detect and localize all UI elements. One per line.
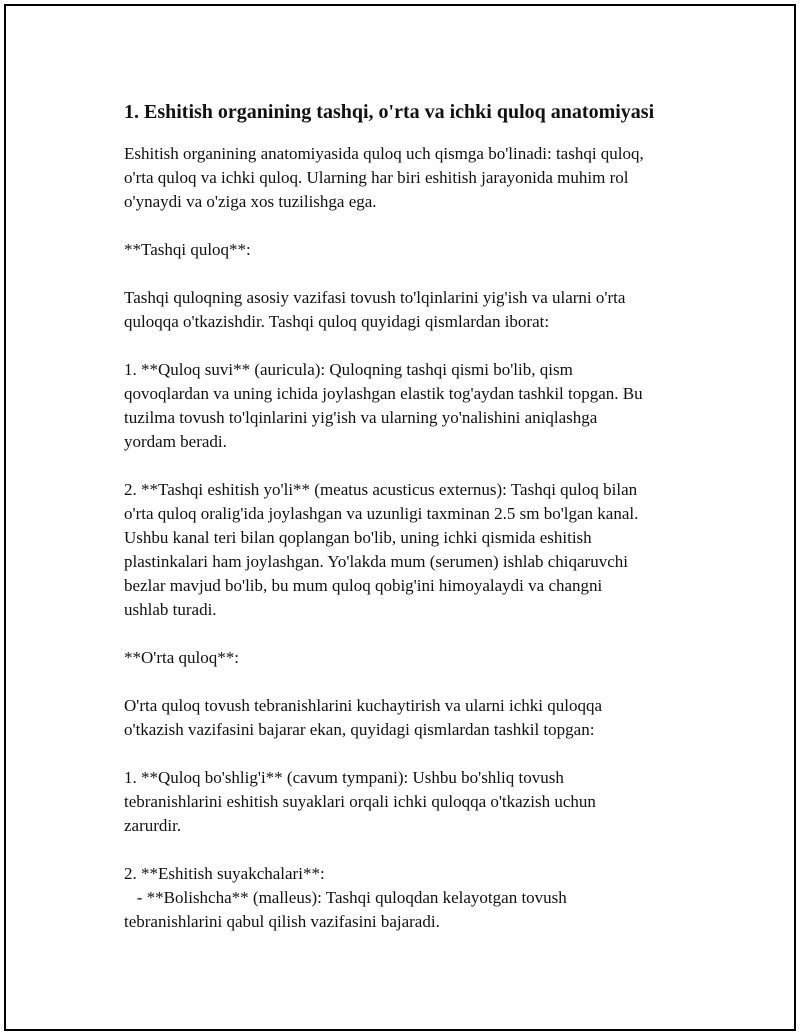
paragraph-spacer (124, 838, 714, 862)
paragraph-spacer (124, 262, 714, 286)
middle-ear-paragraph: O'rta quloq tovush tebranishlarini kuchaytirish va ularni ichki quloqqa o'tkazish vazifasini bajarar ekan, quyidagi qismlardan tashkil topgan: (124, 696, 603, 739)
paragraph-spacer (124, 622, 714, 646)
intro-paragraph: Eshitish organining anatomiyasida quloq uch qismga bo'linadi: tashqi quloq, o'rta quloq va ichki quloq. Ularning har biri eshitish jarayonida muhim rol o'ynaydi va o'ziga xos tuzilishga ega. (124, 144, 644, 211)
paragraph-spacer (124, 454, 714, 478)
list-item-tympanic-cavity: 1. **Quloq bo'shlig'i** (cavum tympani): Ushbu bo'shliq tovush tebranishlarini eshitish suyaklari orqali ichki quloqqa o'tkazish uchun zarurdir. (124, 768, 596, 835)
paragraph-spacer (124, 334, 714, 358)
paragraph-spacer (124, 742, 714, 766)
document-body (124, 98, 714, 934)
paragraph-spacer (124, 214, 714, 238)
paragraph-spacer (124, 670, 714, 694)
document-page (4, 4, 796, 1031)
list-item-ear-canal: 2. **Tashqi eshitish yo'li** (meatus acusticus externus): Tashqi quloq bilan o'rta quloq oralig'ida joylashgan va uzunligi taxminan 2.5 sm bo'lgan kanal. Ushbu kanal teri bilan qoplangan bo'lib, uning ichki qismida eshitish plastinkalari ham joylashgan. Yo'lakda mum (serumen) ishlab chiqaruvchi bezlar mavjud bo'lib, bu mum quloq qobig'ini himoyalaydi va changni ushlab turadi. (124, 480, 639, 619)
section-heading-outer-ear: **Tashqi quloq**: (124, 240, 251, 259)
outer-ear-paragraph: Tashqi quloqning asosiy vazifasi tovush to'lqinlarini yig'ish va ularni o'rta quloqqa o'tkazishdir. Tashqi quloq quyidagi qismlardan iborat: (124, 288, 626, 331)
list-item-ossicles: 2. **Eshitish suyakchalari**: - **Bolishcha** (malleus): Tashqi quloqdan kelayotgan tovush tebranishlarini qabul qilish vazifasini bajaradi. (124, 864, 567, 931)
list-item-auricula: 1. **Quloq suvi** (auricula): Quloqning tashqi qismi bo'lib, qism qovoqlardan va uning ichida joylashgan elastik tog'aydan tashkil topgan. Bu tuzilma tovush to'lqinlarini yig'ish va ularning yo'nalishini aniqlashga yordam beradi. (124, 360, 643, 451)
document-title: 1. Eshitish organining tashqi, o'rta va ichki quloq anatomiyasi (124, 101, 655, 123)
section-heading-middle-ear: **O'rta quloq**: (124, 648, 239, 667)
